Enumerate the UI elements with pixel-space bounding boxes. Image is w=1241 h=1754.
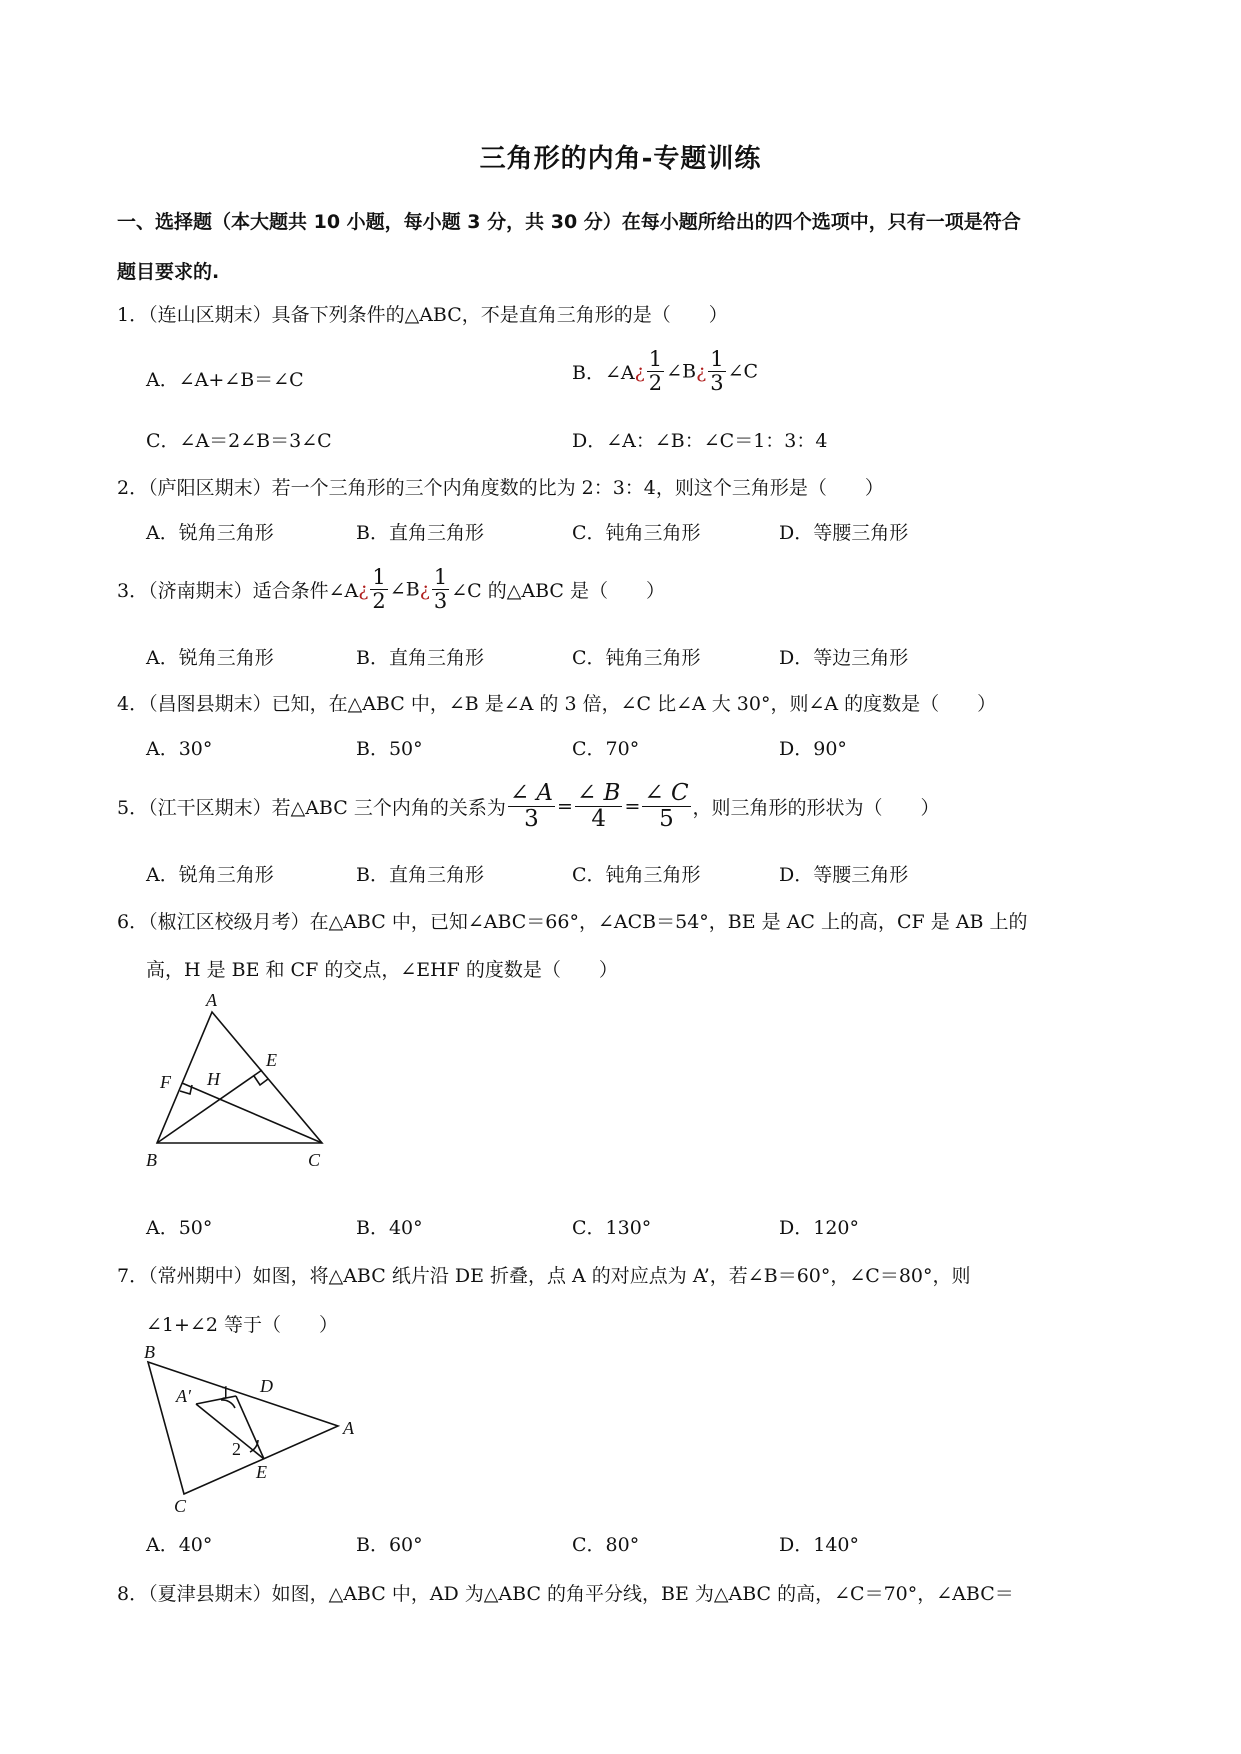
fraction-one-half: $\frac{1}{2}$ <box>648 347 663 395</box>
folded-edge-a-prime-e <box>196 1404 264 1459</box>
question-4-option-b: B．50° <box>356 738 423 760</box>
label-e: E <box>266 1050 277 1070</box>
label-angle-2: 2 <box>232 1439 241 1459</box>
label-c: C <box>174 1496 187 1512</box>
question-7-option-b: B．60° <box>356 1534 423 1556</box>
page-title: 三角形的内角-专题训练 <box>479 144 762 174</box>
question-2-option-a: A．锐角三角形 <box>146 522 274 544</box>
question-7-stem-line2: ∠1+∠2 等于（ ） <box>146 1314 338 1336</box>
question-5-option-c: C．钝角三角形 <box>572 864 701 886</box>
question-6-stem-line2: 高，H 是 BE 和 CF 的交点，∠EHF 的度数是（ ） <box>146 959 618 981</box>
question-2-stem: 2．（庐阳区期末）若一个三角形的三个内角度数的比为 2：3：4，则这个三角形是（ ） <box>117 477 884 499</box>
question-2-option-c: C．钝角三角形 <box>572 522 701 544</box>
question-5-option-b: B．直角三角形 <box>356 864 484 886</box>
label-h: H <box>207 1069 220 1089</box>
question-3-stem: 3．（济南期末）适合条件∠A¿ $\frac{1}{2}$ ∠B¿ $\frac{1}{3}$ ∠C 的△ABC 是（ ） <box>117 565 665 613</box>
question-4-option-d: D．90° <box>779 738 847 760</box>
fraction-angle-c-over-5: $\frac{\angle C}{5}$ <box>644 780 689 832</box>
question-6-option-a: A．50° <box>146 1217 213 1239</box>
fraction-one-third: $\frac{1}{3}$ <box>433 565 448 613</box>
question-5-option-a: A．锐角三角形 <box>146 864 274 886</box>
fraction-one-half: $\frac{1}{2}$ <box>372 565 386 613</box>
label-a: A <box>343 1418 354 1438</box>
question-7-option-c: C．80° <box>572 1534 640 1556</box>
question-7-stem-line1: 7．（常州期中）如图，将△ABC 纸片沿 DE 折叠，点 A 的对应点为 A’，若∠B＝60°，∠C＝80°，则 <box>117 1265 971 1287</box>
question-6-option-b: B．40° <box>356 1217 423 1239</box>
question-3-option-d: D．等边三角形 <box>779 647 909 669</box>
triangle-figure-q6 <box>140 990 340 1175</box>
question-7-option-d: D．140° <box>779 1534 859 1556</box>
question-4-option-c: C．70° <box>572 738 640 760</box>
fraction-one-third: $\frac{1}{3}$ <box>710 347 724 395</box>
question-4-stem: 4．（昌图县期末）已知，在△ABC 中，∠B 是∠A 的 3 倍，∠C 比∠A 大 30°，则∠A 的度数是（ ） <box>117 693 997 715</box>
question-1-option-d: D．∠A：∠B：∠C＝1：3：4 <box>572 430 828 452</box>
fraction-angle-b-over-4: $\frac{\angle B}{4}$ <box>576 780 621 832</box>
label-b: B <box>146 1150 157 1170</box>
question-3-option-c: C．钝角三角形 <box>572 647 701 669</box>
question-5-stem: 5．（江干区期末）若△ABC 三个内角的关系为 $\frac{\angle A}{3}$ = $\frac{\angle B}{4}$ = $\frac{\angle C}{5}$ ，则三角形的形状为（ ） <box>117 780 940 832</box>
label-b: B <box>144 1342 155 1362</box>
question-3-option-a: A．锐角三角形 <box>146 647 274 669</box>
altitude-cf <box>182 1083 322 1143</box>
question-8-stem: 8．（夏津县期末）如图，△ABC 中，AD 为△ABC 的角平分线，BE 为△ABC 的高，∠C＝70°，∠ABC＝ <box>117 1583 1014 1605</box>
question-1-option-c: C．∠A＝2∠B＝3∠C <box>146 430 332 452</box>
label-a: A <box>206 990 217 1010</box>
fraction-angle-a-over-3: $\frac{\angle A}{3}$ <box>509 780 554 832</box>
label-c: C <box>308 1150 321 1170</box>
question-2-option-b: B．直角三角形 <box>356 522 484 544</box>
triangle-abc <box>148 1362 338 1494</box>
question-6-option-c: C．130° <box>572 1217 652 1239</box>
folded-triangle-figure-q7 <box>140 1342 360 1512</box>
question-3-option-b: B．直角三角形 <box>356 647 484 669</box>
question-2-option-d: D．等腰三角形 <box>779 522 909 544</box>
label-angle-1: 1 <box>221 1382 230 1402</box>
triangle-abc <box>157 1012 322 1143</box>
section-header-line1: 一、选择题（本大题共 10 小题，每小题 3 分，共 30 分）在每小题所给出的四个选项中，只有一项是符合 <box>117 211 1021 233</box>
label-d: D <box>260 1376 273 1396</box>
section-header-line2: 题目要求的. <box>117 261 220 283</box>
question-6-stem-line1: 6．（椒江区校级月考）在△ABC 中，已知∠ABC＝66°，∠ACB＝54°，BE 是 AC 上的高，CF 是 AB 上的 <box>117 911 1028 933</box>
question-5-option-d: D．等腰三角形 <box>779 864 909 886</box>
question-1-option-b: B．∠A¿ $\frac{1}{2}$ ∠B¿ $\frac{1}{3}$ ∠C <box>572 347 759 395</box>
label-f: F <box>160 1072 171 1092</box>
question-6-option-d: D．120° <box>779 1217 859 1239</box>
label-e: E <box>256 1462 267 1482</box>
question-1-stem: 1．（连山区期末）具备下列条件的△ABC，不是直角三角形的是（ ） <box>117 304 728 326</box>
label-a-prime: A′ <box>176 1386 191 1406</box>
question-4-option-a: A．30° <box>146 738 213 760</box>
question-1-option-a: A．∠A+∠B＝∠C <box>146 369 304 391</box>
question-7-option-a: A．40° <box>146 1534 213 1556</box>
